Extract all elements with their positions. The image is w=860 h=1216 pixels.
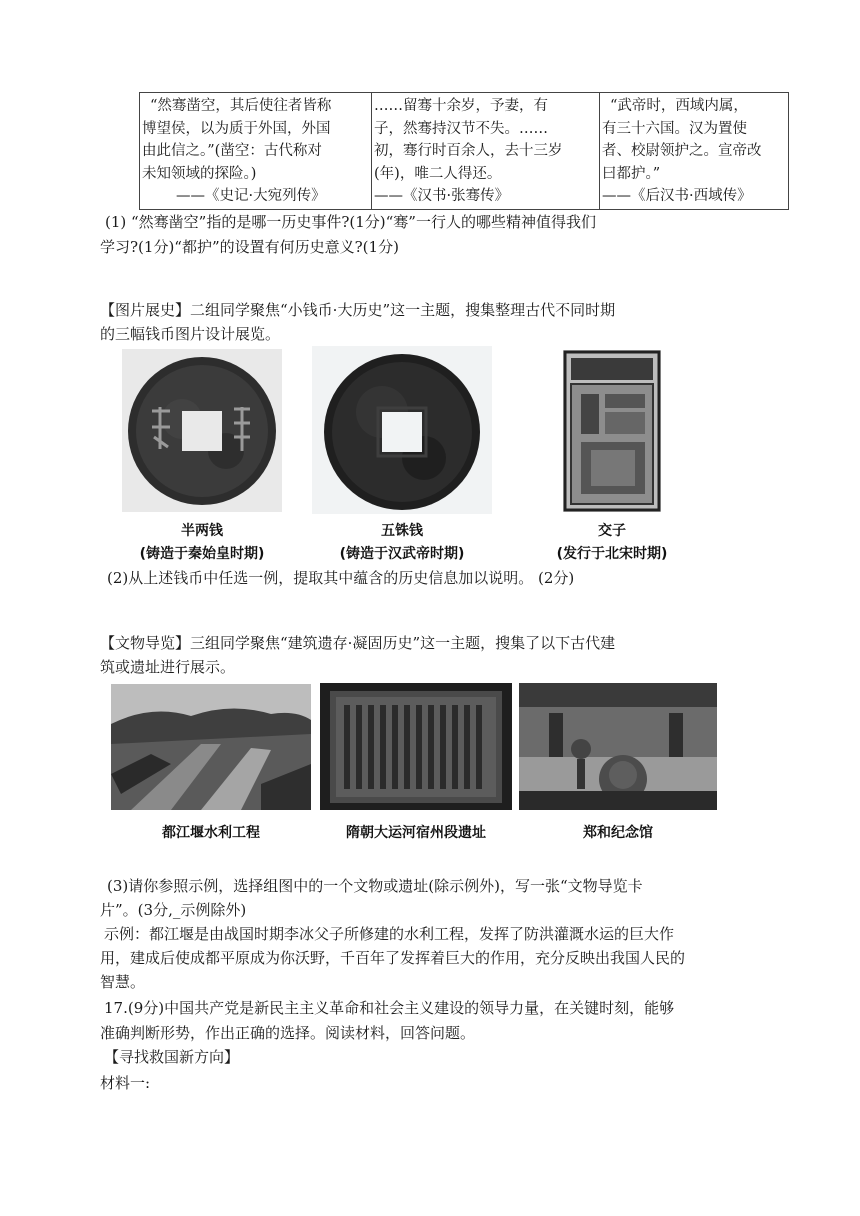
material-line: (年)，唯二人得还。: [374, 165, 502, 182]
jiaozi-banknote-icon: [563, 350, 661, 512]
section-picture-history-line-1: 【图片展史】二组同学聚焦“小钱币·大历史”这一主题，搜集整理古代不同时期: [100, 301, 616, 319]
material-line: 博望侯，以为质于外国，外国: [142, 120, 331, 137]
dujiangyan-landscape-icon: [111, 684, 311, 810]
material-text: [602, 95, 786, 185]
zhenghe-memorial-icon: [519, 683, 717, 810]
question-17-line-2: 准确判断形势，作出正确的选择。阅读材料，回答问题。: [100, 1024, 476, 1042]
jiaozi-period: (发行于北宋时期): [556, 546, 668, 562]
wuzhu-coin-image: [312, 346, 492, 514]
jiaozi-name: 交子: [598, 523, 626, 539]
material-cell-hanshu: [372, 93, 600, 209]
material-line: 有三十六国。汉为置使: [602, 120, 747, 137]
example-line-3: 智慧。: [100, 973, 146, 991]
material-line: 初，骞行时百余人，去十三岁: [374, 143, 563, 159]
section-relic-tour-line-1: 【文物导览】三组同学聚焦“建筑遗存·凝固历史”这一主题，搜集了以下古代建: [100, 634, 616, 652]
grand-canal-photo: [320, 683, 512, 810]
section-picture-history-line-2: 的三幅钱币图片设计展览。: [100, 325, 281, 343]
jiaozi-banknote-image: [563, 350, 661, 512]
question-17-line-1: 17.(9分)中国共产党是新民主主义革命和社会主义建设的领导力量，在关键时刻，能够: [104, 999, 675, 1017]
material-line: 子，然骞持汉节不失。……: [374, 120, 548, 137]
material-line: 曰都护。”: [602, 165, 661, 182]
material-source: ——《史记·大宛列传》: [176, 188, 326, 204]
question-3-line-1: (3)请你参照示例，选择组图中的一个文物或遗址(除示例外)，写一张“文物导览卡: [107, 877, 643, 895]
material-cell-houhanshu: [600, 93, 788, 209]
zhenghe-memorial-photo: [519, 683, 717, 810]
banliang-coin-image: [122, 349, 282, 512]
grand-canal-caption: 隋朝大运河宿州段遗址: [346, 825, 486, 841]
section-relic-tour-line-2: 筑或遗址进行展示。: [100, 658, 236, 676]
material-source: ——《后汉书·西域传》: [602, 188, 752, 204]
canal-stele-icon: [320, 683, 512, 810]
zhenghe-caption: 郑和纪念馆: [583, 825, 653, 841]
wuzhu-coin-icon: [312, 346, 492, 514]
dujiangyan-photo: [111, 684, 311, 810]
material-line: 者、校尉领护之。宣帝改: [602, 143, 762, 159]
material-source: ——《汉书·张骞传》: [374, 188, 510, 204]
material-line: 由此信之。”(凿空：古代称对: [142, 143, 322, 159]
material-line: “然骞凿空，其后使往者皆称: [150, 98, 332, 114]
material-text: [142, 95, 369, 185]
banliang-coin-icon: [122, 349, 282, 512]
material-table: [139, 92, 789, 210]
section-new-direction: 【寻找救国新方向】: [104, 1048, 240, 1066]
question-1-line-1: (1) “然骞凿空”指的是哪一历史事件?(1分)“骞”一行人的哪些精神值得我们: [105, 213, 596, 231]
wuzhu-coin-period: (铸造于汉武帝时期): [339, 546, 465, 562]
question-2: (2)从上述钱币中任选一例，提取其中蕴含的历史信息加以说明。 (2分): [107, 569, 575, 587]
material-cell-shiji: [140, 93, 372, 209]
material-line: “武帝时，西域内属，: [610, 98, 748, 114]
question-3-line-2: 片”。(3分,_示例除外): [100, 901, 247, 919]
material-one-label: 材料一:: [100, 1074, 151, 1092]
banliang-coin-period: (铸造于秦始皇时期): [139, 546, 265, 562]
material-text: [374, 95, 597, 185]
question-1-line-2: 学习?(1分)“都护”的设置有何历史意义?(1分): [100, 238, 399, 256]
example-line-1: 示例：都江堰是由战国时期李冰父子所修建的水利工程，发挥了防洪灌溉水运的巨大作: [104, 925, 675, 943]
material-line: ……留骞十余岁，予妻，有: [374, 98, 548, 114]
banliang-coin-name: 半两钱: [181, 523, 223, 539]
example-line-2: 用，建成后使成都平原成为你沃野，千百年了发挥着巨大的作用，充分反映出我国人民的: [100, 949, 686, 967]
dujiangyan-caption: 都江堰水利工程: [162, 825, 260, 841]
wuzhu-coin-name: 五铢钱: [381, 523, 423, 539]
material-line: 未知领域的探险。): [142, 165, 257, 182]
